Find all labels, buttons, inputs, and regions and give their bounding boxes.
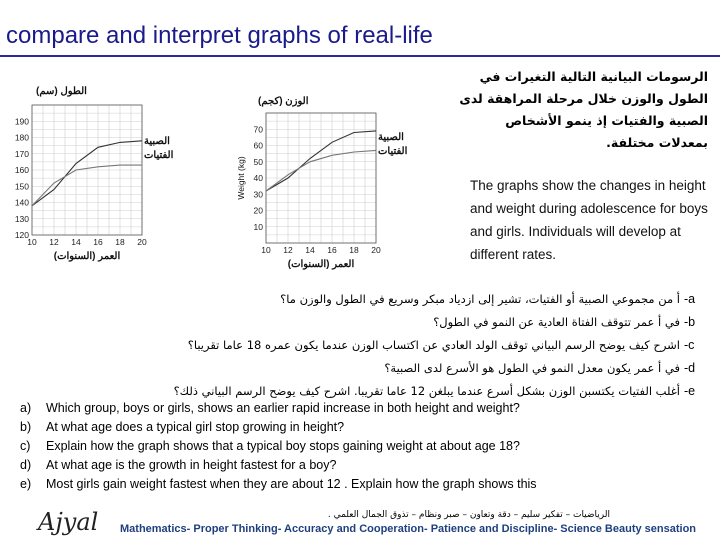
- y-tick-label: 160: [14, 165, 29, 175]
- question-en-text: Most girls gain weight fastest when they are about 12 . Explain how the graph shows this: [46, 477, 537, 491]
- x-tick-label: 16: [93, 237, 103, 247]
- question-ar-letter: -a: [684, 292, 696, 306]
- title-divider: [0, 55, 720, 57]
- question-en-d: [20, 458, 336, 472]
- y-axis-label-en: Weight (kg): [236, 156, 246, 200]
- question-ar-c: اشرح كيف يوضح الرسم البياني توقف الولد العادي عن اكتساب الوزن عندما يكون عمره 18 عاما تقريبا؟: [187, 338, 680, 352]
- y-tick-label: 10: [253, 221, 263, 232]
- x-tick-label: 14: [71, 237, 81, 247]
- question-en-label: c): [20, 439, 31, 453]
- y-tick-label: 20: [253, 205, 263, 216]
- x-tick-label: 16: [327, 245, 337, 255]
- y-tick-label: 60: [253, 140, 263, 151]
- question-en-c: [20, 439, 520, 453]
- series-label: الفتيات: [144, 150, 174, 161]
- question-ar-e: أغلب الفتيات يكتسبن الوزن بشكل أسرع عندما يبلغن 12 عاما تقريبا. اشرح كيف يوضح الرسم البياني ذلك؟: [173, 384, 680, 398]
- question-en-e: [20, 477, 537, 491]
- y-tick-label: 120: [14, 230, 29, 240]
- series-label: الفتيات: [378, 146, 408, 157]
- x-tick-label: 18: [349, 245, 359, 255]
- x-tick-label: 12: [49, 237, 59, 247]
- question-ar-letter: -c: [684, 338, 695, 352]
- y-axis-label: الوزن (كجم): [258, 96, 309, 107]
- question-ar-letter: -b: [684, 315, 696, 329]
- x-tick-label: 14: [305, 245, 315, 255]
- intro-english: The graphs show the changes in height and weight during adolescence for boys and girls. Individuals will develop at different rates.: [470, 178, 708, 262]
- height-chart: [2, 80, 237, 280]
- x-axis-label: العمر (السنوات): [53, 251, 121, 262]
- y-tick-label: 40: [253, 173, 263, 183]
- question-ar-letter: -d: [684, 361, 696, 375]
- y-tick-label: 180: [14, 132, 29, 143]
- y-axis-label: الطول (سم): [36, 86, 87, 97]
- footer-arabic: الرياضيات – تفكير سليم – دقة وتعاون – صبر ونظام – تذوق الجمال العلمي .: [327, 510, 610, 520]
- x-tick-label: 20: [137, 237, 147, 247]
- question-en-b: [20, 420, 344, 434]
- y-tick-label: 150: [14, 181, 29, 192]
- weight-chart-svg: [228, 80, 456, 280]
- question-en-label: d): [20, 458, 32, 472]
- x-tick-label: 10: [27, 237, 37, 247]
- question-en-label: b): [20, 420, 32, 434]
- question-en-text: Explain how the graph shows that a typical boy stops gaining weight at about age 18?: [46, 439, 520, 453]
- height-chart-svg: [2, 80, 237, 280]
- question-en-a: [20, 401, 520, 415]
- series-label: الصبية: [144, 136, 170, 147]
- question-en-text: At what age is the growth in height fastest for a boy?: [46, 458, 337, 472]
- y-tick-label: 190: [14, 116, 29, 127]
- page-title: compare and interpret graphs of real-life: [6, 22, 433, 49]
- question-ar-b: في أ عمر تتوقف الفتاة العادية عن النمو في الطول؟: [433, 315, 680, 329]
- x-tick-label: 20: [371, 245, 381, 255]
- y-tick-label: 50: [253, 156, 263, 167]
- x-tick-label: 12: [283, 245, 293, 255]
- logo-signature: Ajyal: [38, 508, 99, 536]
- weight-chart: [228, 80, 456, 280]
- question-en-text: Which group, boys or girls, shows an earlier rapid increase in both height and weight?: [46, 401, 520, 415]
- question-en-label: e): [20, 477, 32, 491]
- x-tick-label: 10: [261, 245, 271, 255]
- question-en-label: a): [20, 401, 32, 415]
- question-en-text: At what age does a typical girl stop growing in height?: [46, 420, 345, 434]
- y-tick-label: 30: [253, 189, 263, 200]
- question-ar-letter: -e: [684, 384, 696, 398]
- intro-arabic: الرسومات البيانية التالية التغيرات في الطول والوزن خلال مرحلة المراهقة لدى الصبية والفتيات إذ ينمو الأشخاص بمعدلات مختلفة.: [459, 69, 708, 150]
- footer-english: Mathematics- Proper Thinking- Accuracy and Cooperation- Patience and Discipline- Science Beauty sensation: [120, 523, 697, 535]
- x-axis-label: العمر (السنوات): [287, 259, 355, 270]
- question-ar-a: أ من مجموعي الصبية أو الفتيات، تشير إلى ازدياد مبكر وسريع في الطول والوزن ما؟: [280, 292, 680, 306]
- y-tick-label: 170: [14, 148, 29, 159]
- question-ar-d: في أ عمر يكون معدل النمو في الطول هو الأسرع لدى الصبية؟: [384, 361, 680, 375]
- y-tick-label: 70: [253, 124, 263, 135]
- x-tick-label: 18: [115, 237, 125, 247]
- series-label: الصبية: [378, 132, 404, 143]
- y-tick-label: 130: [14, 213, 29, 224]
- y-tick-label: 140: [14, 197, 29, 208]
